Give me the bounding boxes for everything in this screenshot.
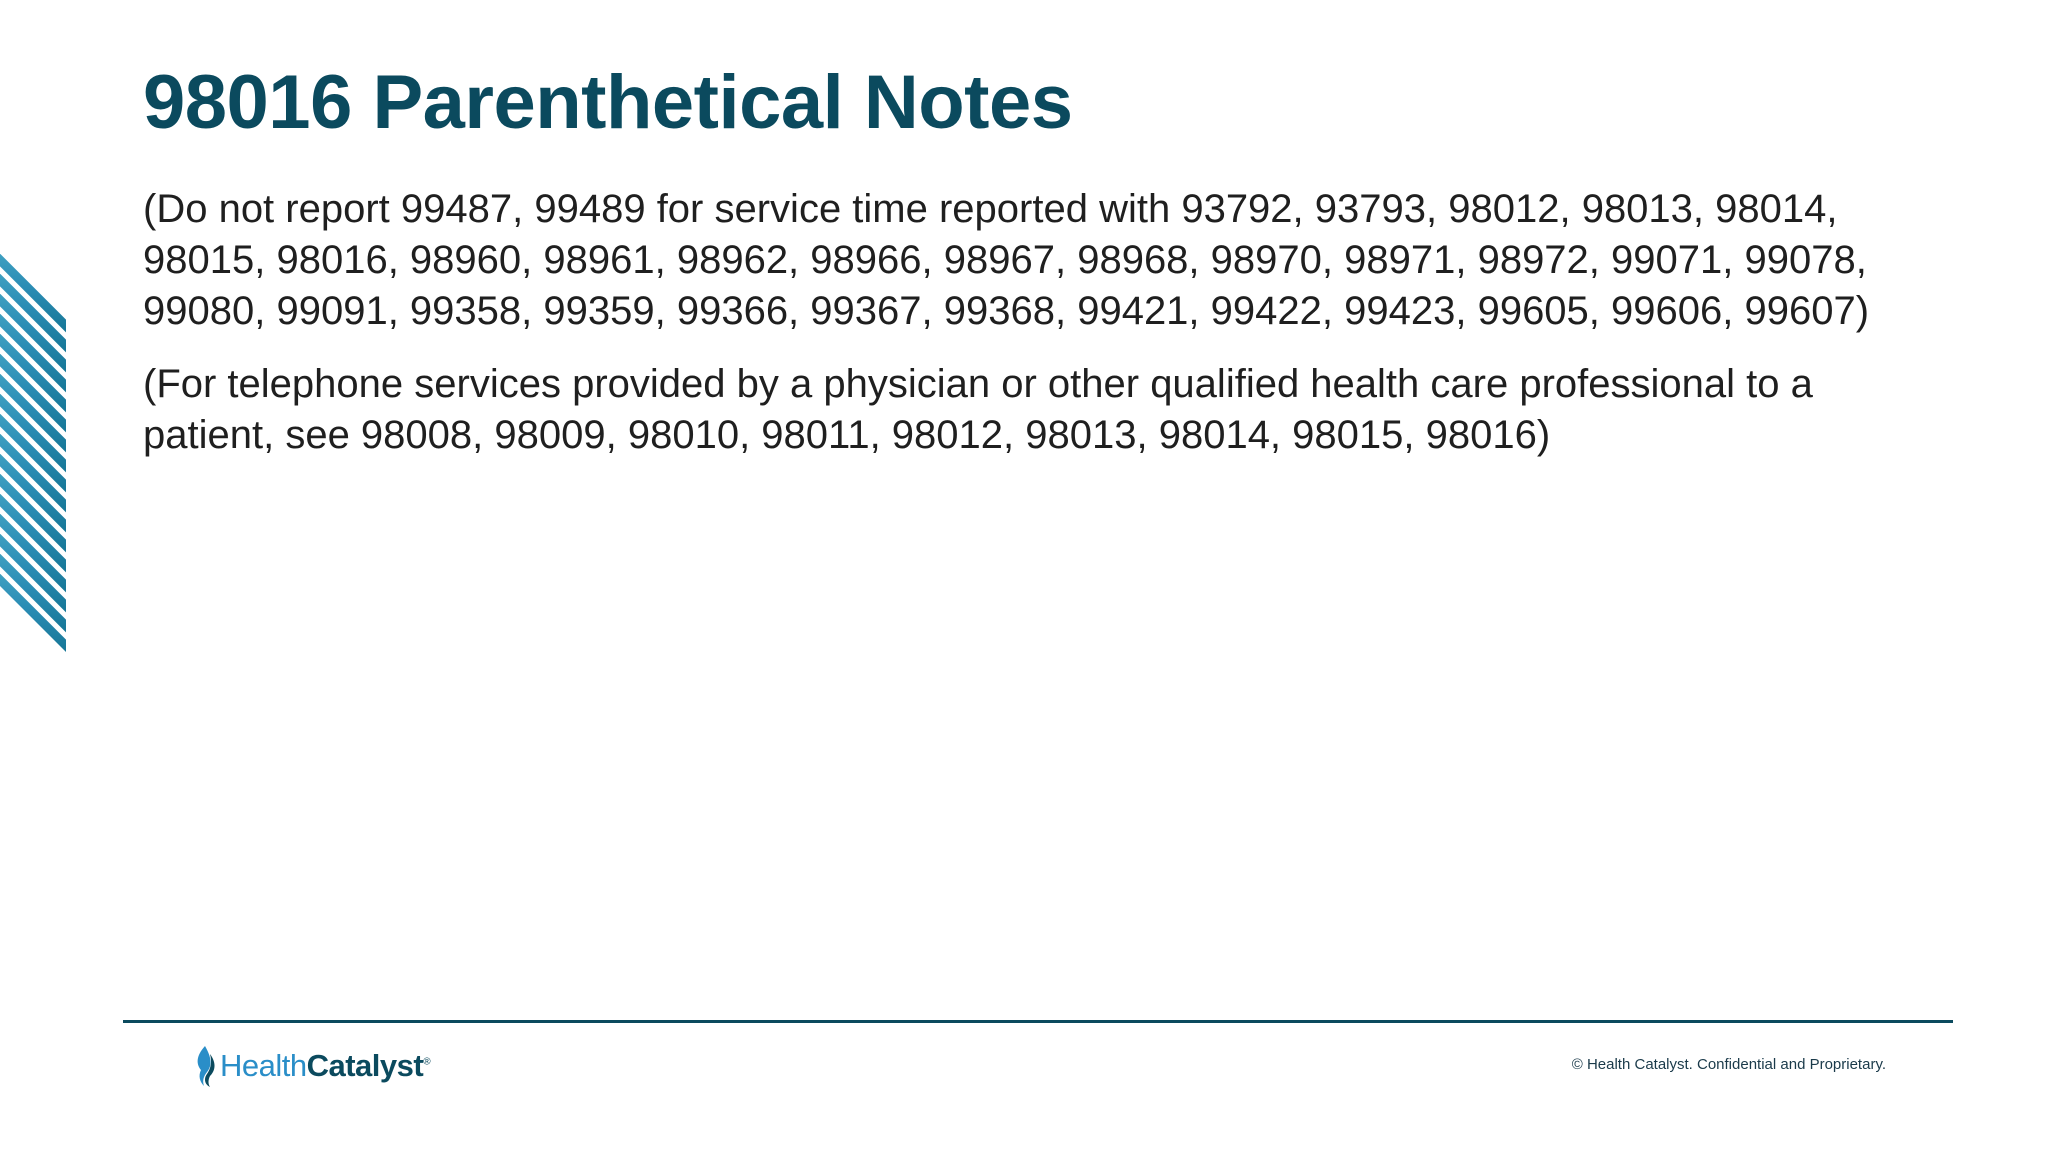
logo-wordmark — [220, 1048, 430, 1084]
footer-divider — [123, 1020, 1953, 1023]
logo-trademark: ® — [423, 1056, 431, 1068]
decorative-stripes — [0, 220, 66, 652]
parenthetical-note-1: (Do not report 99487, 99489 for service time reported with 93792, 93793, 98012, 98013, 98014, 98015, 98016, 98960, 98961, 98962, 98966, 98967, 98968, 98970, 98971, 98972, 99071, 99078, 99080, 99091, 99358, 99359, 99366, 99367, 99368, 99421, 99422, 99423, 99605, 99606, 99607) — [143, 187, 1870, 333]
health-catalyst-logo — [192, 1044, 430, 1088]
logo-word-health: Health — [220, 1048, 307, 1083]
flame-icon — [192, 1044, 218, 1088]
copyright-notice: © Health Catalyst. Confidential and Proprietary. — [1571, 1056, 1886, 1073]
slide-body — [143, 184, 1903, 483]
logo-word-catalyst: Catalyst — [306, 1048, 424, 1083]
parenthetical-note-2: (For telephone services provided by a physician or other qualified health care professional to a patient, see 98008, 98009, 98010, 98011, 98012, 98013, 98014, 98015, 98016) — [143, 362, 1813, 457]
page-title: 98016 Parenthetical Notes — [143, 60, 1073, 145]
